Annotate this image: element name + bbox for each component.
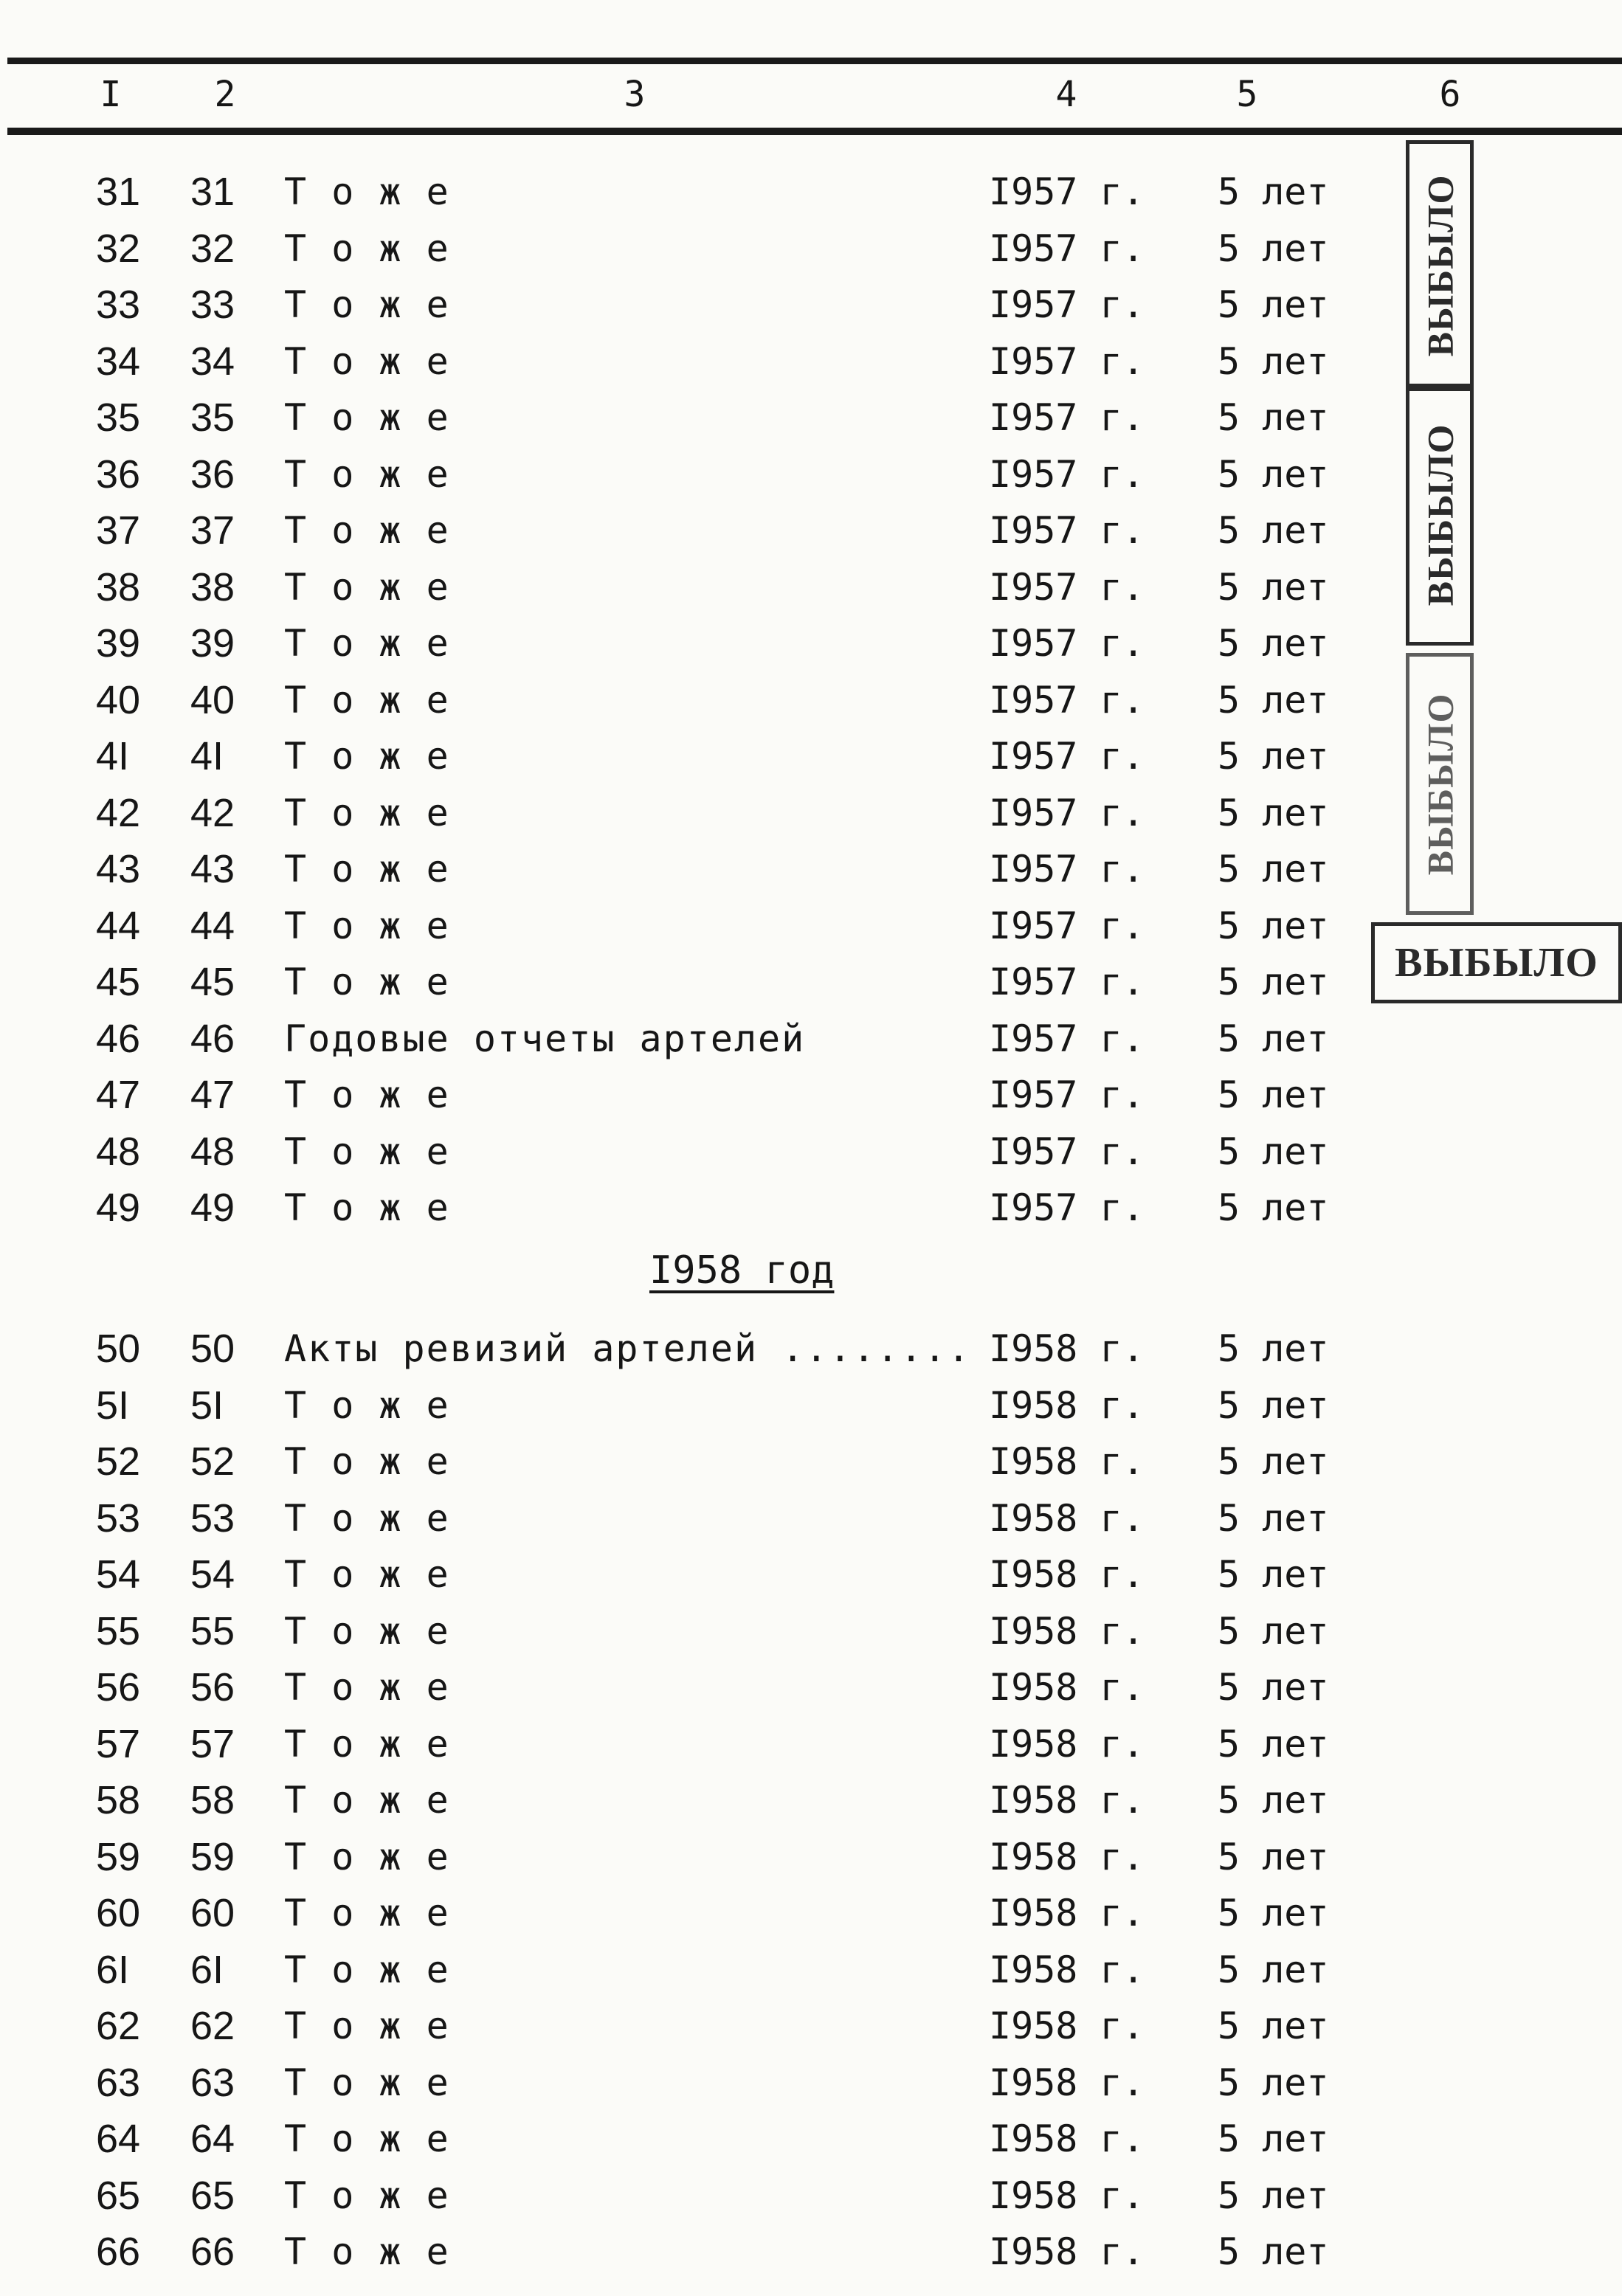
case-number: 37 <box>190 508 235 553</box>
row-number: 57 <box>96 1721 141 1766</box>
case-year: I957 г. <box>989 1017 1145 1060</box>
storage-term: 5 лет <box>1218 1017 1329 1060</box>
case-year: I957 г. <box>989 509 1145 552</box>
row-number: 37 <box>96 508 141 553</box>
stamp-text: ВЫБЫЛО <box>1419 693 1460 875</box>
case-title: Т о ж е <box>284 283 450 326</box>
case-number: 6I <box>190 1947 224 1992</box>
case-title: Т о ж е <box>284 1186 450 1229</box>
section-title-1958: I958 год <box>649 1248 835 1293</box>
row-number: 49 <box>96 1186 141 1230</box>
case-year: I958 г. <box>989 1383 1145 1427</box>
case-title: Годовые отчеты артелей <box>284 1017 806 1060</box>
storage-term: 5 лет <box>1218 735 1329 778</box>
row-number: 66 <box>96 2230 141 2274</box>
storage-term: 5 лет <box>1218 1186 1329 1229</box>
column-header-3: 3 <box>624 74 646 115</box>
case-year: I958 г. <box>989 2061 1145 2104</box>
stamp-text: ВЫБЫЛО <box>1395 940 1598 986</box>
case-title: Т о ж е <box>284 452 450 496</box>
table-row <box>0 1659 1622 1715</box>
row-number: 55 <box>96 1608 141 1653</box>
row-number: 63 <box>96 2060 141 2105</box>
row-number: 35 <box>96 395 141 440</box>
case-number: 35 <box>190 395 235 440</box>
storage-term: 5 лет <box>1218 1835 1329 1878</box>
table-row <box>0 2111 1622 2167</box>
table-row <box>0 1998 1622 2054</box>
row-number: 39 <box>96 621 141 665</box>
case-title: Т о ж е <box>284 1440 450 1483</box>
row-number: 58 <box>96 1778 141 1822</box>
case-year: I957 г. <box>989 565 1145 609</box>
case-number: 34 <box>190 339 235 384</box>
case-year: I958 г. <box>989 1440 1145 1483</box>
table-row <box>0 559 1622 615</box>
case-number: 4I <box>190 734 224 778</box>
case-year: I958 г. <box>989 1553 1145 1596</box>
table-row <box>0 2168 1622 2224</box>
stamp-vybylo-horizontal <box>1371 922 1622 1003</box>
row-number: 45 <box>96 960 141 1004</box>
table-row <box>0 1490 1622 1546</box>
row-number: 47 <box>96 1073 141 1117</box>
row-number: 34 <box>96 339 141 384</box>
case-title: Т о ж е <box>284 1666 450 1709</box>
storage-term: 5 лет <box>1218 565 1329 609</box>
table-row <box>0 1180 1622 1236</box>
stamp-vybylo-1 <box>1406 140 1474 391</box>
case-year: I958 г. <box>989 2174 1145 2217</box>
case-number: 32 <box>190 226 235 271</box>
case-title: Т о ж е <box>284 1553 450 1596</box>
row-number: 44 <box>96 903 141 948</box>
table-row <box>0 1011 1622 1067</box>
case-number: 48 <box>190 1129 235 1174</box>
stamp-text: ВЫБЫЛО <box>1419 423 1460 606</box>
table-row <box>0 2055 1622 2111</box>
case-year: I957 г. <box>989 339 1145 383</box>
row-number: 4I <box>96 734 130 778</box>
case-number: 46 <box>190 1016 235 1061</box>
case-number: 66 <box>190 2230 235 2274</box>
table-row <box>0 333 1622 390</box>
storage-term: 5 лет <box>1218 396 1329 439</box>
table-row <box>0 1434 1622 1490</box>
case-title: Т о ж е <box>284 1130 450 1173</box>
storage-term: 5 лет <box>1218 509 1329 552</box>
case-year: I958 г. <box>989 1779 1145 1822</box>
case-number: 64 <box>190 2117 235 2161</box>
storage-term: 5 лет <box>1218 2174 1329 2217</box>
table-row <box>0 446 1622 502</box>
table-row <box>0 1942 1622 1998</box>
case-number: 60 <box>190 1891 235 1935</box>
case-title: Т о ж е <box>284 904 450 947</box>
case-year: I957 г. <box>989 735 1145 778</box>
case-year: I957 г. <box>989 283 1145 326</box>
table-row <box>0 1716 1622 1772</box>
storage-term: 5 лет <box>1218 452 1329 496</box>
case-year: I958 г. <box>989 1835 1145 1878</box>
storage-term: 5 лет <box>1218 2005 1329 2047</box>
row-number: 6I <box>96 1947 130 1992</box>
case-number: 44 <box>190 903 235 948</box>
case-title: Т о ж е <box>284 2174 450 2217</box>
case-title: Т о ж е <box>284 735 450 778</box>
row-number: 43 <box>96 847 141 891</box>
case-number: 31 <box>190 170 235 214</box>
case-title: Т о ж е <box>284 2230 450 2273</box>
row-number: 42 <box>96 790 141 835</box>
case-number: 59 <box>190 1834 235 1879</box>
case-number: 42 <box>190 790 235 835</box>
case-title: Т о ж е <box>284 791 450 834</box>
case-year: I957 г. <box>989 227 1145 270</box>
table-row <box>0 1377 1622 1434</box>
case-title: Т о ж е <box>284 848 450 891</box>
case-title: Т о ж е <box>284 1948 450 1991</box>
table-row <box>0 728 1622 784</box>
storage-term: 5 лет <box>1218 1553 1329 1596</box>
table-row <box>0 1124 1622 1180</box>
stamp-vybylo-3 <box>1406 653 1474 915</box>
case-year: I957 г. <box>989 904 1145 947</box>
case-number: 45 <box>190 960 235 1004</box>
storage-term: 5 лет <box>1218 1073 1329 1116</box>
case-year: I957 г. <box>989 961 1145 1003</box>
case-title: Т о ж е <box>284 1892 450 1934</box>
storage-term: 5 лет <box>1218 227 1329 270</box>
column-header-5: 5 <box>1236 74 1258 115</box>
case-year: I957 г. <box>989 791 1145 834</box>
case-number: 55 <box>190 1608 235 1653</box>
case-year: I958 г. <box>989 1948 1145 1991</box>
storage-term: 5 лет <box>1218 1892 1329 1934</box>
row-number: 46 <box>96 1016 141 1061</box>
table-row <box>0 1829 1622 1885</box>
case-number: 63 <box>190 2060 235 2105</box>
table-row <box>0 1603 1622 1659</box>
storage-term: 5 лет <box>1218 1779 1329 1822</box>
case-year: I957 г. <box>989 170 1145 213</box>
case-number: 36 <box>190 452 235 497</box>
table-row <box>0 1067 1622 1123</box>
row-number: 32 <box>96 226 141 271</box>
case-year: I957 г. <box>989 452 1145 496</box>
case-year: I958 г. <box>989 1609 1145 1653</box>
case-number: 54 <box>190 1552 235 1597</box>
row-number: 50 <box>96 1327 141 1371</box>
storage-term: 5 лет <box>1218 2061 1329 2104</box>
table-row <box>0 164 1622 220</box>
case-title: Т о ж е <box>284 1609 450 1653</box>
column-header-1: I <box>100 74 122 115</box>
case-year: I957 г. <box>989 1073 1145 1116</box>
table-row <box>0 615 1622 671</box>
storage-term: 5 лет <box>1218 339 1329 383</box>
column-header-6: 6 <box>1439 74 1461 115</box>
storage-term: 5 лет <box>1218 1327 1329 1370</box>
table-row <box>0 502 1622 559</box>
case-number: 50 <box>190 1327 235 1371</box>
case-number: 40 <box>190 677 235 722</box>
case-year: I958 г. <box>989 2230 1145 2273</box>
table-row <box>0 672 1622 728</box>
case-number: 5I <box>190 1383 224 1428</box>
table-row <box>0 841 1622 897</box>
case-title: Т о ж е <box>284 396 450 439</box>
case-number: 57 <box>190 1721 235 1766</box>
storage-term: 5 лет <box>1218 283 1329 326</box>
case-title: Т о ж е <box>284 678 450 722</box>
row-number: 5I <box>96 1383 130 1428</box>
case-title: Т о ж е <box>284 170 450 213</box>
case-title: Т о ж е <box>284 1722 450 1766</box>
storage-term: 5 лет <box>1218 848 1329 891</box>
case-year: I957 г. <box>989 396 1145 439</box>
case-number: 39 <box>190 621 235 665</box>
header-bottom-rule <box>7 128 1622 135</box>
table-row <box>0 221 1622 277</box>
table-row <box>0 1321 1622 1377</box>
case-number: 62 <box>190 2004 235 2048</box>
case-title: Т о ж е <box>284 339 450 383</box>
table-row <box>0 1546 1622 1602</box>
case-year: I958 г. <box>989 2117 1145 2160</box>
row-number: 52 <box>96 1439 141 1484</box>
case-number: 52 <box>190 1439 235 1484</box>
storage-term: 5 лет <box>1218 1722 1329 1766</box>
storage-term: 5 лет <box>1218 1130 1329 1173</box>
case-title: Т о ж е <box>284 227 450 270</box>
case-year: I957 г. <box>989 848 1145 891</box>
case-number: 58 <box>190 1778 235 1822</box>
storage-term: 5 лет <box>1218 170 1329 213</box>
case-number: 53 <box>190 1495 235 1541</box>
case-year: I958 г. <box>989 1892 1145 1934</box>
table-row <box>0 1772 1622 1828</box>
case-title: Т о ж е <box>284 509 450 552</box>
case-number: 33 <box>190 283 235 327</box>
table-row <box>0 2224 1622 2280</box>
storage-term: 5 лет <box>1218 1496 1329 1540</box>
case-title: Т о ж е <box>284 1496 450 1540</box>
case-year: I958 г. <box>989 2005 1145 2047</box>
storage-term: 5 лет <box>1218 1440 1329 1483</box>
storage-term: 5 лет <box>1218 1948 1329 1991</box>
row-number: 38 <box>96 564 141 609</box>
case-year: I957 г. <box>989 1130 1145 1173</box>
row-number: 65 <box>96 2173 141 2218</box>
storage-term: 5 лет <box>1218 1383 1329 1427</box>
row-number: 56 <box>96 1665 141 1709</box>
row-number: 59 <box>96 1834 141 1879</box>
row-number: 53 <box>96 1495 141 1541</box>
case-year: I958 г. <box>989 1722 1145 1766</box>
case-title: Т о ж е <box>284 565 450 609</box>
storage-term: 5 лет <box>1218 622 1329 665</box>
row-number: 60 <box>96 1891 141 1935</box>
case-number: 49 <box>190 1186 235 1230</box>
case-number: 43 <box>190 847 235 891</box>
column-header-2: 2 <box>214 74 236 115</box>
row-number: 31 <box>96 170 141 214</box>
row-number: 48 <box>96 1129 141 1174</box>
storage-term: 5 лет <box>1218 791 1329 834</box>
case-title: Т о ж е <box>284 1383 450 1427</box>
row-number: 36 <box>96 452 141 497</box>
column-header-4: 4 <box>1055 74 1077 115</box>
case-year: I958 г. <box>989 1327 1145 1370</box>
storage-term: 5 лет <box>1218 904 1329 947</box>
case-year: I957 г. <box>989 1186 1145 1229</box>
row-number: 33 <box>96 283 141 327</box>
stamp-vybylo-2 <box>1406 384 1474 646</box>
stamp-text: ВЫБЫЛО <box>1419 174 1460 357</box>
row-number: 64 <box>96 2117 141 2161</box>
storage-term: 5 лет <box>1218 1609 1329 1653</box>
storage-term: 5 лет <box>1218 2117 1329 2160</box>
row-number: 40 <box>96 677 141 722</box>
case-title: Т о ж е <box>284 1073 450 1116</box>
table-row <box>0 390 1622 446</box>
storage-term: 5 лет <box>1218 961 1329 1003</box>
case-year: I957 г. <box>989 678 1145 722</box>
storage-term: 5 лет <box>1218 1666 1329 1709</box>
case-number: 56 <box>190 1665 235 1709</box>
case-year: I958 г. <box>989 1666 1145 1709</box>
table-row <box>0 277 1622 333</box>
case-number: 38 <box>190 564 235 609</box>
table-row <box>0 785 1622 841</box>
case-title: Т о ж е <box>284 1779 450 1822</box>
case-number: 65 <box>190 2173 235 2218</box>
case-number: 47 <box>190 1073 235 1117</box>
table-row <box>0 1885 1622 1941</box>
row-number: 54 <box>96 1552 141 1597</box>
case-title: Акты ревизий артелей ........ <box>284 1327 971 1370</box>
case-year: I958 г. <box>989 1496 1145 1540</box>
case-title: Т о ж е <box>284 2117 450 2160</box>
case-title: Т о ж е <box>284 1835 450 1878</box>
row-number: 62 <box>96 2004 141 2048</box>
storage-term: 5 лет <box>1218 2230 1329 2273</box>
case-title: Т о ж е <box>284 2005 450 2047</box>
case-title: Т о ж е <box>284 622 450 665</box>
storage-term: 5 лет <box>1218 678 1329 722</box>
case-title: Т о ж е <box>284 961 450 1003</box>
header-top-rule <box>7 58 1622 64</box>
case-title: Т о ж е <box>284 2061 450 2104</box>
case-year: I957 г. <box>989 622 1145 665</box>
